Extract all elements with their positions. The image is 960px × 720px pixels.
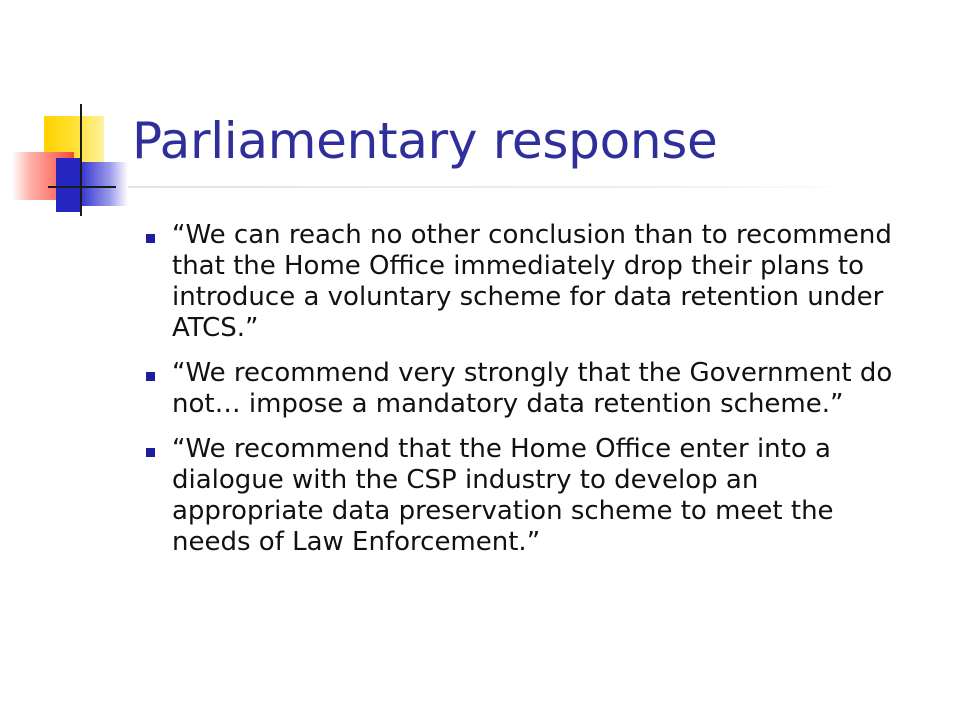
square-bullet-icon — [146, 234, 155, 243]
blue-gradient-square — [82, 162, 128, 206]
blue-square — [56, 158, 82, 212]
square-bullet-icon — [146, 372, 155, 381]
bullet-text: “We recommend that the Home Office enter into a dialogue with the CSP industry to develop an appropriate data preservation scheme to meet the needs of Law Enforcement.” — [172, 434, 834, 557]
corner-decoration — [0, 0, 140, 230]
horizontal-line — [48, 186, 116, 188]
bullet-item — [146, 434, 916, 558]
bullet-item — [146, 358, 916, 420]
slide-title: Parliamentary response — [132, 112, 718, 170]
bullet-list — [146, 220, 916, 572]
bullet-text: “We recommend very strongly that the Government do not… impose a mandatory data retention scheme.” — [172, 358, 893, 419]
square-bullet-icon — [146, 448, 155, 457]
bullet-item — [146, 220, 916, 344]
title-underline — [128, 186, 868, 188]
bullet-text: “We can reach no other conclusion than to recommend that the Home Office immediately drop their plans to introduce a voluntary scheme for data retention under ATCS.” — [172, 220, 892, 343]
vertical-line — [80, 104, 82, 216]
